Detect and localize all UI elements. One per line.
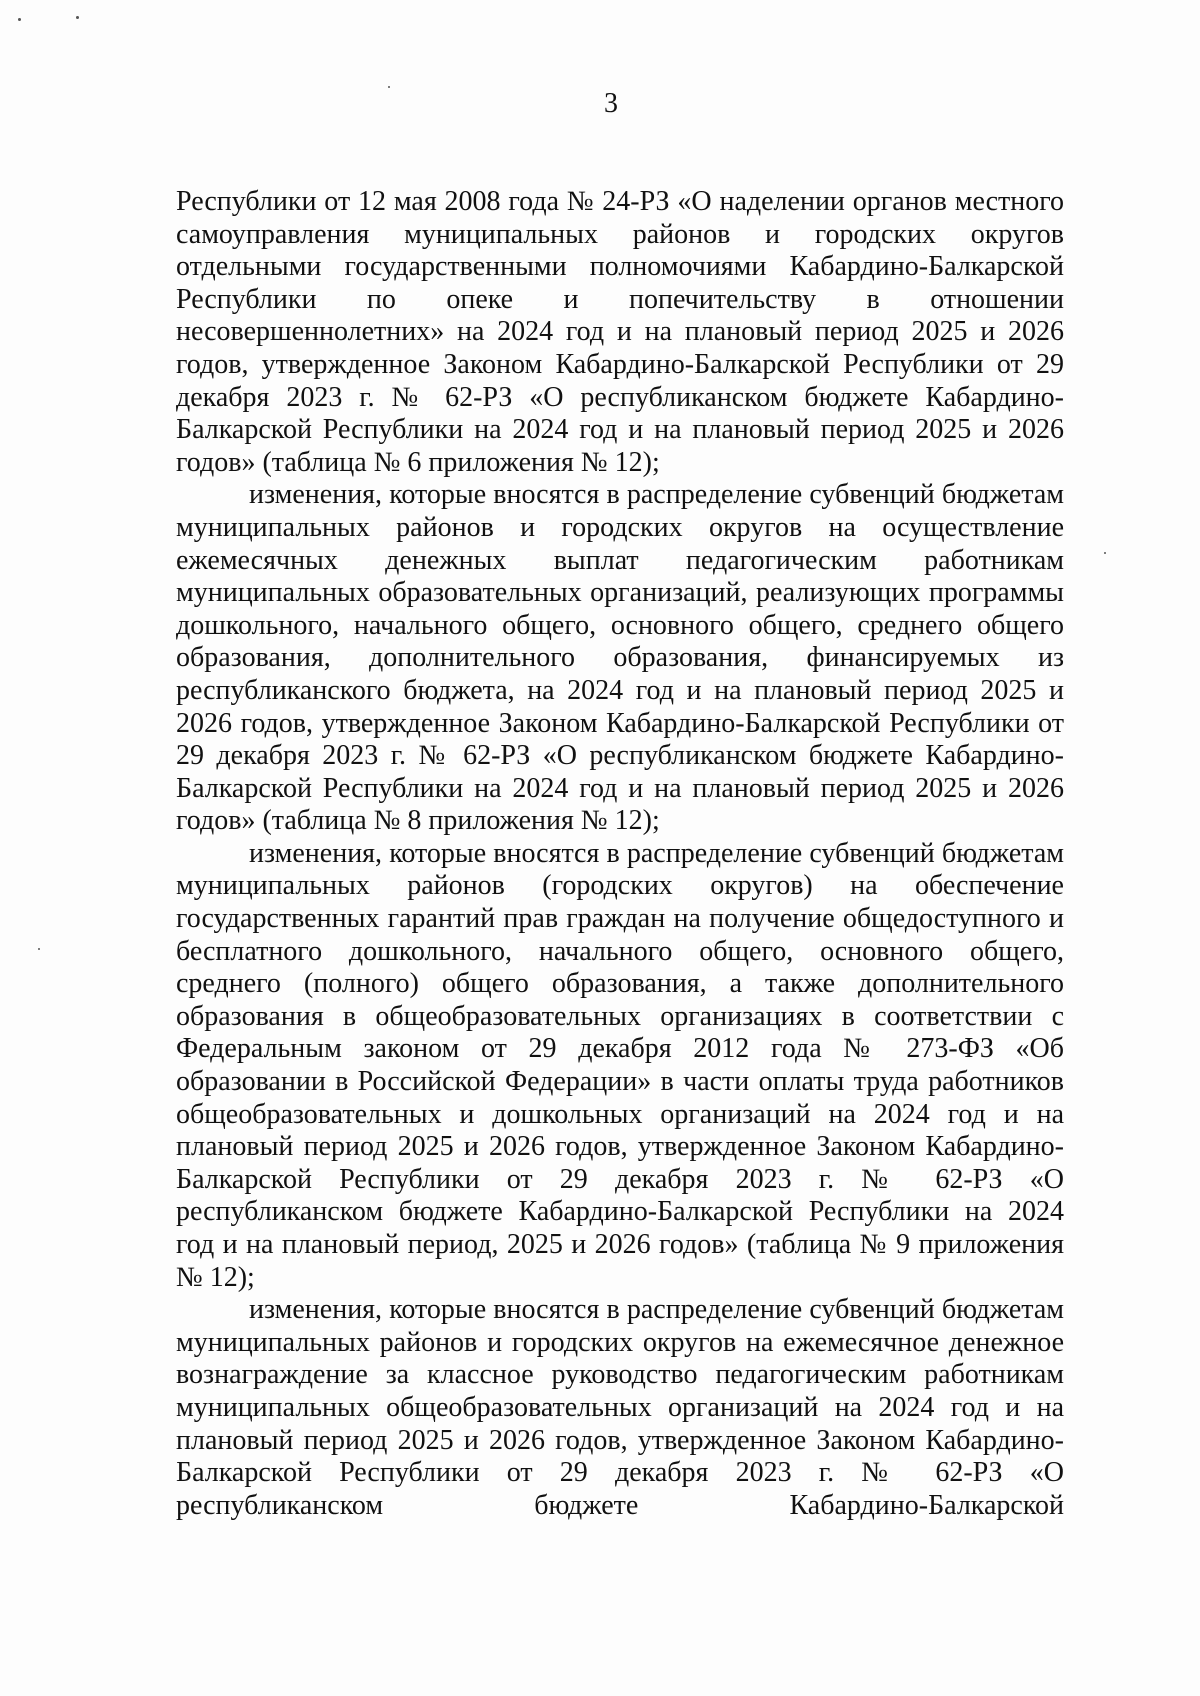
scan-speck [18,18,21,21]
paragraph-table-9: изменения, которые вносятся в распределение субвенций бюджетам муниципальных районов (городских округов) на обеспечение государственных гарантий прав граждан на получение общедоступного и бесплатного дошкольного, начального общего, основного общего, среднего (полного) общего образования, а также дополнительного образования в общеобразовательных организациях в соответствии с Федеральным законом от 29 декабря 2012 года № 273-ФЗ «Об образовании в Российской Федерации» в части оплаты труда работников общеобразовательных и дошкольных организаций на 2024 год и на плановый период 2025 и 2026 годов, утвержденное Законом Кабардино-Балкарской Республики от 29 декабря 2023 г. № 62-РЗ «О республиканском бюджете Кабардино-Балкарской Республики на 2024 год и на плановый период, 2025 и 2026 годов» (таблица № 9 приложения № 12); [176,837,1064,1293]
scan-speck [76,16,79,19]
scan-speck [38,948,40,950]
paragraph-continuation: Республики от 12 мая 2008 года № 24-РЗ «О наделении органов местного самоуправления муниципальных районов и городских округов отдельными государственными полномочиями Кабардино-Балкарской Республики по опеке и попечительству в отношении несовершеннолетних» на 2024 год и на плановый период 2025 и 2026 годов, утвержденное Законом Кабардино-Балкарской Республики от 29 декабря 2023 г. № 62-РЗ «О республиканском бюджете Кабардино-Балкарской Республики на 2024 год и на плановый период 2025 и 2026 годов» (таблица № 6 приложения № 12); [176,186,1064,478]
paragraph-table-8: изменения, которые вносятся в распределение субвенций бюджетам муниципальных районов и городских округов на осуществление ежемесячных денежных выплат педагогическим работникам муниципальных образовательных организаций, реализующих программы дошкольного, начального общего, основного общего, среднего общего образования, дополнительного образования, финансируемых из республиканского бюджета, на 2024 год и на плановый период 2025 и 2026 годов, утвержденное Законом Кабардино-Балкарской Республики от 29 декабря 2023 г. № 62-РЗ «О республиканском бюджете Кабардино-Балкарской Республики на 2024 год и на плановый период 2025 и 2026 годов» (таблица № 8 приложения № 12); [176,479,1064,837]
paragraph-class-guidance: изменения, которые вносятся в распределение субвенций бюджетам муниципальных районов и городских округов на ежемесячное денежное вознаграждение за классное руководство педагогическим работникам муниципальных общеобразовательных организаций на 2024 год и на плановый период 2025 и 2026 годов, утвержденное Законом Кабардино-Балкарской Республики от 29 декабря 2023 г. № 62-РЗ «О республиканском бюджете Кабардино-Балкарской [176,1294,1064,1521]
scan-speck [1104,552,1106,554]
page-number: 3 [604,88,618,119]
document-body [176,186,1064,1522]
